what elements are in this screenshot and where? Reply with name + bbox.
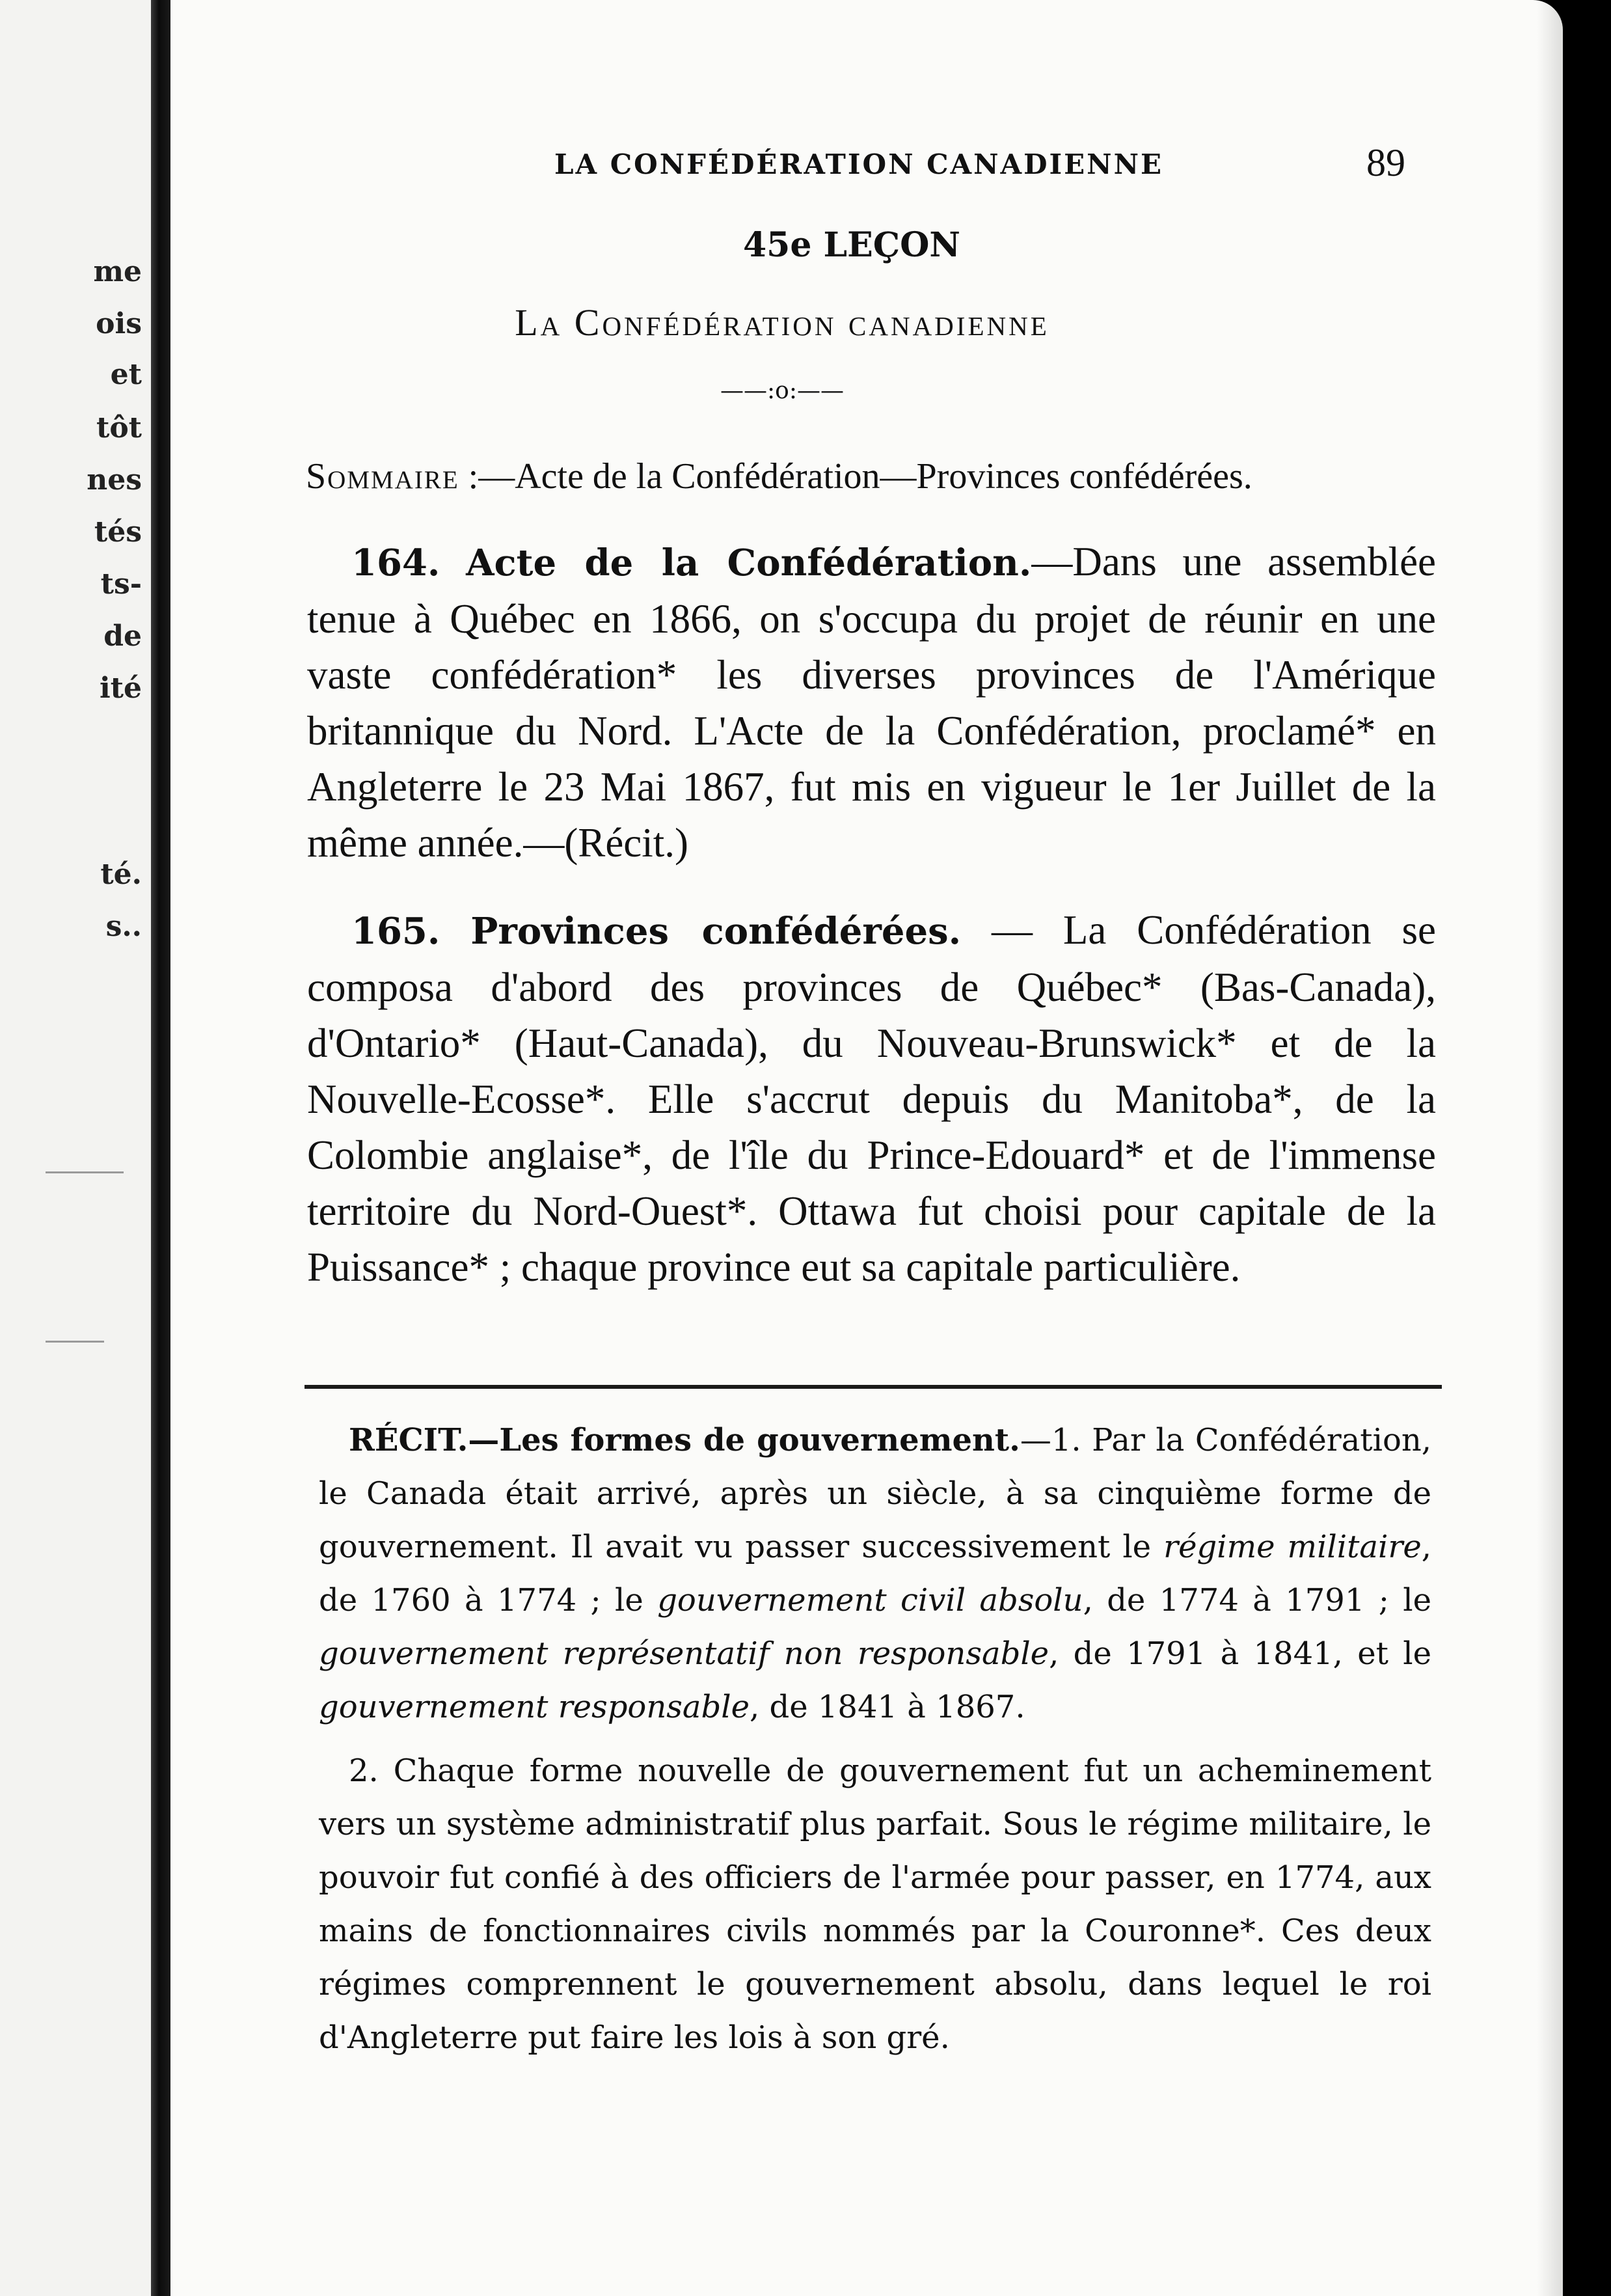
- facing-page-fragment: me: [93, 255, 142, 288]
- facing-page: [0, 0, 151, 2296]
- book-page: [170, 0, 1563, 2296]
- paragraph-heading: Provinces confédérées.: [470, 910, 962, 953]
- lesson-title: La Confédération canadienne: [515, 301, 1049, 344]
- recit-italic: gouvernement civil absolu: [657, 1582, 1083, 1619]
- page-edge-shadow: [1537, 0, 1563, 2296]
- facing-page-fragment: ité: [99, 672, 142, 705]
- recit-text: , de 1760 à 1774 ; le: [319, 1529, 1431, 1619]
- recit-heading: RÉCIT.—Les formes de gouvernement.: [349, 1422, 1020, 1458]
- summary-text: :—Acte de la Confédération—Provinces confédérées.: [459, 456, 1252, 497]
- facing-page-fragment: de: [103, 620, 142, 653]
- paragraph-heading: Acte de la Confédération.: [466, 541, 1032, 584]
- recit-text: , de 1841 à 1867.: [749, 1689, 1025, 1725]
- facing-page-fragment: s..: [105, 910, 142, 943]
- paragraph-165: [307, 902, 1436, 1295]
- recit-text: , de 1774 à 1791 ; le: [1083, 1582, 1432, 1619]
- facing-page-fragment: ois: [96, 307, 142, 340]
- recit-italic: gouvernement responsable: [319, 1689, 750, 1725]
- recit-paragraph-2: 2. Chaque forme nouvelle de gouvernement fut un acheminement vers un système administratif plus parfait. Sous le régime militaire, le pouvoir fut confié à des officiers de l'armée pour passer, en 1774, aux mains de fonctionnaires civils nommés par la Couronne*. Ces deux régimes comprennent le gouvernement absolu, dans lequel le roi d'Angleterre put faire les lois à son gré.: [319, 1753, 1431, 2056]
- summary-label: Sommaire: [306, 456, 459, 497]
- facing-page-fragment: tôt: [96, 411, 142, 444]
- separator-ornament: ——:o:——: [720, 377, 844, 404]
- running-head: LA CONFÉDÉRATION CANADIENNE: [554, 148, 1163, 180]
- lesson-number: 45e LEÇON: [743, 225, 960, 265]
- recit-paragraph-1: [319, 1414, 1431, 1734]
- pencil-mark: [46, 1341, 104, 1343]
- recit-text: —1. Par la Confédération, le Canada était arrivé, après un siècle, à sa cinquième forme de gouvernement. Il avait vu passer successivement le: [319, 1422, 1432, 1565]
- page-number: 89: [1366, 141, 1405, 184]
- paragraph-text: —Dans une assemblée tenue à Québec en 1866, on s'occupa du projet de réunir en une vaste confédération* les diverses provinces de l'Amérique britannique du Nord. L'Acte de la Confédération, proclamé* en Angleterre le 23 Mai 1867, fut mis en vigueur le 1er Juillet de la même année.—(Récit.): [307, 539, 1436, 866]
- book-gutter: [151, 0, 170, 2296]
- lesson-summary: [306, 456, 1509, 497]
- section-divider: [305, 1385, 1442, 1389]
- facing-page-fragment: té.: [100, 858, 142, 891]
- paragraph-number: 165.: [351, 910, 440, 953]
- recit-italic: régime militaire: [1163, 1529, 1422, 1565]
- facing-page-fragment: ts-: [100, 567, 142, 601]
- pencil-mark: [46, 1171, 124, 1173]
- paragraph-text: — La Confédération se composa d'abord des provinces de Québec* (Bas-Canada), d'Ontario* (Haut-Canada), du Nouveau-Brunswick* et de la Nouvelle-Ecosse*. Elle s'accrut depuis du Manitoba*, de la Colombie anglaise*, de l'île du Prince-Edouard* et de l'immense territoire du Nord-Ouest*. Ottawa fut choisi pour capitale de la Puissance* ; chaque province eut sa capitale particulière.: [307, 907, 1436, 1290]
- facing-page-fragment: et: [110, 358, 142, 391]
- paragraph-164: [307, 534, 1436, 871]
- facing-page-fragment: tés: [94, 515, 142, 549]
- facing-page-fragment: nes: [87, 463, 142, 497]
- recit-text: , de 1791 à 1841, et le: [1049, 1635, 1431, 1672]
- paragraph-number: 164.: [351, 541, 440, 584]
- recit-italic: gouvernement représentatif non responsable: [319, 1635, 1049, 1672]
